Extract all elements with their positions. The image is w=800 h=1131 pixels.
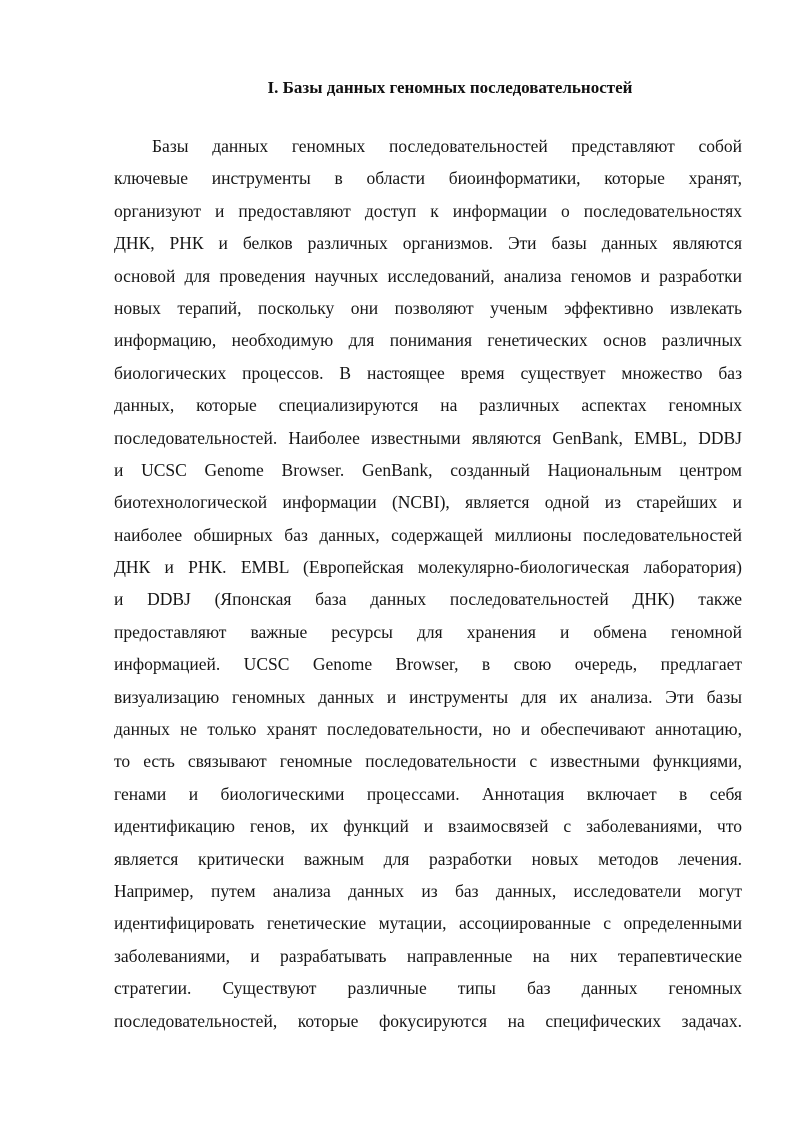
text-line: основой для проведения научных исследований, анализа геномов и разработки	[114, 265, 742, 286]
text-line: информацию, необходимую для понимания генетических основ различных	[114, 330, 742, 351]
body-paragraph	[114, 130, 742, 1037]
text-line: данных не только хранят последовательности, но и обеспечивают аннотацию,	[114, 719, 742, 740]
text-line: и DDBJ (Японская база данных последовательностей ДНК) также	[114, 589, 742, 610]
text-line: данных, которые специализируются на различных аспектах геномных	[114, 395, 742, 416]
text-line: то есть связывают геномные последовательности с известными функциями,	[114, 751, 742, 772]
text-line: биологических процессов. В настоящее время существует множество баз	[114, 362, 742, 383]
text-line: генами и биологическими процессами. Аннотация включает в себя	[114, 783, 742, 804]
text-line: последовательностей. Наиболее известными являются GenBank, EMBL, DDBJ	[114, 427, 742, 448]
section-heading: I. Базы данных геномных последовательностей	[267, 78, 633, 97]
text-line: последовательностей, которые фокусируются на специфических задачах.	[114, 1010, 742, 1031]
text-line: информацией. UCSC Genome Browser, в свою очередь, предлагает	[114, 654, 742, 675]
text-line: идентифицировать генетические мутации, ассоциированные с определенными	[114, 913, 742, 934]
text-line: предоставляют важные ресурсы для хранения и обмена геномной	[114, 621, 742, 642]
text-line: биотехнологической информации (NCBI), является одной из старейших и	[114, 492, 742, 513]
text-line: наиболее обширных баз данных, содержащей миллионы последовательностей	[114, 524, 742, 545]
text-line: организуют и предоставляют доступ к информации о последовательностях	[114, 200, 742, 221]
text-line: визуализацию геномных данных и инструменты для их анализа. Эти базы	[114, 686, 742, 707]
text-line: ключевые инструменты в области биоинформатики, которые хранят,	[114, 168, 742, 189]
text-line: стратегии. Существуют различные типы баз данных геномных	[114, 978, 742, 999]
text-line: и UCSC Genome Browser. GenBank, созданный Национальным центром	[114, 459, 742, 480]
text-line: является критически важным для разработки новых методов лечения.	[114, 848, 742, 869]
text-line: Например, путем анализа данных из баз данных, исследователи могут	[114, 880, 742, 901]
text-line: новых терапий, поскольку они позволяют ученым эффективно извлекать	[114, 297, 742, 318]
text-line: ДНК, РНК и белков различных организмов. Эти базы данных являются	[114, 233, 742, 254]
text-line: идентификацию генов, их функций и взаимосвязей с заболеваниями, что	[114, 816, 742, 837]
text-line: заболеваниями, и разрабатывать направленные на них терапевтические	[114, 945, 742, 966]
text-line: ДНК и РНК. EMBL (Европейская молекулярно-биологическая лаборатория)	[114, 557, 742, 578]
text-line: Базы данных геномных последовательностей представляют собой	[152, 136, 742, 156]
